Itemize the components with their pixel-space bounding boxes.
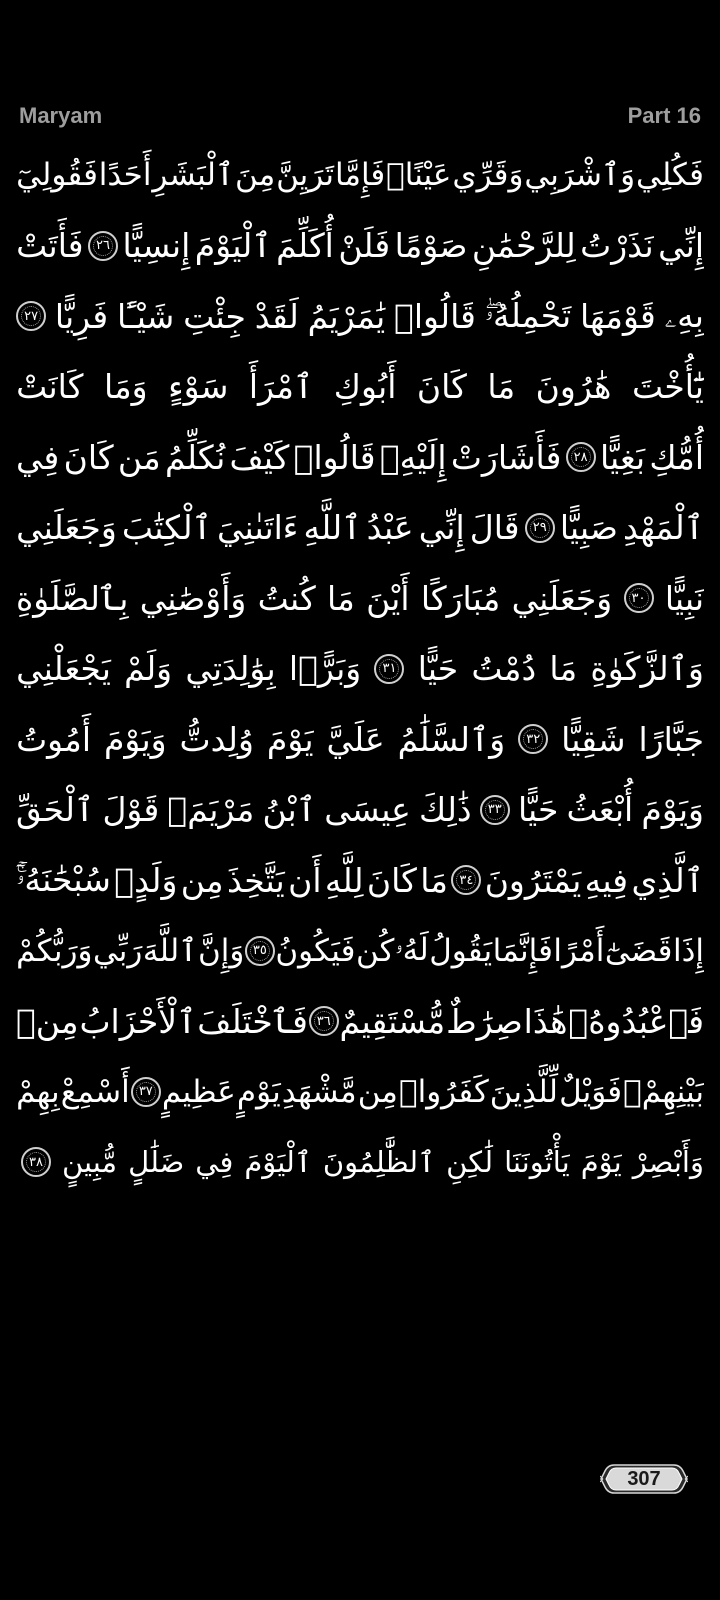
- text-line: [16, 986, 704, 1057]
- quran-word: لِلَّهِ: [324, 860, 364, 900]
- quran-word: مَن: [117, 437, 161, 477]
- quran-word: إِلَيْهِۖ: [379, 437, 447, 477]
- quran-word: لَهُۥ: [394, 932, 429, 969]
- quran-word: ٱلَّذِي: [631, 860, 704, 900]
- quran-word: وُلِدتُّ: [179, 719, 254, 759]
- juz-part-label: Part 16: [627, 103, 701, 128]
- quran-word: وَيَوْمَ: [641, 790, 704, 830]
- quran-word: وَجَعَلَنِي: [511, 578, 613, 618]
- quran-word: وَرَبُّكُمْ: [16, 932, 93, 969]
- quran-word: وَٱلزَّكَوٰةِ: [590, 649, 704, 689]
- quran-word: كُنتُ: [257, 578, 316, 618]
- quran-word: جَبَّارًا: [638, 719, 704, 759]
- quran-word: فَأَتَتْ: [16, 226, 84, 266]
- quran-word: نُكَلِّمُ: [164, 437, 226, 477]
- quran-word: أَسْمِعْ: [60, 1073, 130, 1110]
- text-line: [16, 422, 704, 493]
- quran-word: مَرْيَمَۖ: [167, 790, 255, 830]
- page-number: 307: [627, 1467, 661, 1490]
- quran-word: سَوْءٍ: [168, 367, 229, 407]
- ayah-number-marker: ٣٠: [624, 583, 654, 613]
- quran-word: أَمْرًا: [553, 932, 605, 969]
- quran-word: مُّبِينٍ: [61, 1145, 118, 1180]
- quran-word: وَمَا: [103, 367, 148, 407]
- quran-word: مَا: [549, 649, 578, 689]
- quran-word: مَّشْهَدِ: [281, 1073, 357, 1110]
- quran-word: مِن: [180, 860, 224, 900]
- quran-word: يَوْمٍ: [236, 1073, 281, 1110]
- text-line: [16, 634, 704, 705]
- quran-word: يَٰمَرْيَمُ: [307, 296, 386, 336]
- quran-word: ٱللَّهِ: [303, 508, 362, 548]
- ayah-number-marker: ٢٦: [88, 231, 118, 261]
- quran-word: كَانَ: [63, 437, 114, 477]
- text-line: [16, 704, 704, 775]
- quran-word: قَالُوا۟: [293, 437, 376, 477]
- quran-word: كَانَ: [366, 860, 417, 900]
- quran-word: ٱلْيَوْمَ: [244, 1145, 312, 1180]
- quran-word: عَبْدُ: [366, 508, 414, 548]
- quran-word: عِيسَى: [324, 790, 411, 830]
- quran-word: فَرِيًّا: [54, 296, 109, 336]
- quran-word: كَيْفَ: [229, 437, 290, 477]
- ayah-number-marker: ٣٤: [451, 865, 481, 895]
- quran-word: هَٰذَا: [523, 1001, 568, 1041]
- quran-word: صِرَٰطٌ: [446, 1001, 523, 1041]
- quran-word: أَبُوكِ: [333, 367, 397, 407]
- quran-word: وَٱشْرَبِي: [524, 157, 636, 194]
- quran-word: وَأَوْصَٰنِي: [139, 578, 247, 618]
- quran-word: مِن: [357, 1073, 398, 1110]
- quran-word: مَا: [327, 578, 355, 618]
- quran-word: وَأَبْصِرْ: [632, 1145, 704, 1180]
- text-line: [16, 916, 704, 987]
- quran-word: وَلَمْ: [124, 649, 173, 689]
- quran-word: وَقَرِّي: [452, 157, 524, 194]
- quran-word: فَقُولِيٓ: [16, 157, 98, 194]
- quran-word: رَبِّي: [92, 932, 143, 969]
- quran-word: وَيَوْمَ: [103, 719, 167, 759]
- ayah-number-marker: ٢٨: [566, 442, 596, 472]
- quran-word: قَوْمَهَا: [580, 296, 656, 336]
- quran-word: فَكُلِي: [635, 157, 704, 194]
- quran-word: شَقِيًّا: [561, 719, 626, 759]
- quran-word: يَوْمَ: [266, 719, 314, 759]
- quran-word: تَحْمِلُهُۥۖ: [484, 296, 572, 336]
- quran-word: مَا: [420, 860, 448, 900]
- quran-word: ٱلْبَشَرِ: [152, 157, 235, 194]
- quran-word: مَا: [487, 367, 516, 407]
- quran-word: ٱبْنُ: [262, 790, 317, 830]
- quran-word: نَذَرْتُ: [580, 226, 654, 266]
- quran-word: تَرَيِنَّ: [276, 157, 335, 194]
- quran-word: عَيْنًاۖ: [386, 157, 452, 194]
- quran-word: فَوَيْلٌ: [559, 1073, 623, 1110]
- quran-word: قَالَ: [469, 508, 520, 548]
- quran-word: ٱلظَّٰلِمُونَ: [322, 1145, 436, 1180]
- ayah-number-marker: ٢٧: [16, 301, 46, 331]
- quran-word: بَيْنِهِمْۖ: [623, 1073, 704, 1110]
- quran-word: قَضَىٰٓ: [604, 932, 673, 969]
- text-line: [16, 1057, 704, 1128]
- quran-word: بِٱلصَّلَوٰةِ: [16, 578, 129, 618]
- quran-word: لَٰكِنِ: [446, 1145, 494, 1180]
- quran-word: أُمُّكِ: [649, 437, 704, 477]
- text-line: [16, 211, 704, 282]
- quran-word: هَٰرُونَ: [535, 367, 612, 407]
- quran-word: بَغِيًّا: [599, 437, 646, 477]
- quran-word: عَلَيَّ: [326, 719, 385, 759]
- quran-word: عَظِيمٍ: [161, 1073, 236, 1110]
- quran-word: جِئْتِ: [183, 296, 246, 336]
- ayah-number-marker: ٣٣: [480, 795, 510, 825]
- quran-text-block: [16, 140, 704, 1198]
- quran-word: أُكَلِّمَ: [276, 226, 334, 266]
- quran-word: لِّلَّذِينَ: [489, 1073, 559, 1110]
- quran-word: يَأْتُونَنَا: [504, 1145, 570, 1180]
- quran-word: وَبَرًّۢا: [288, 649, 362, 689]
- quran-word: يَوْمَ: [580, 1145, 622, 1180]
- quran-word: حَيًّا: [517, 790, 559, 830]
- surah-name: Maryam: [19, 103, 103, 128]
- quran-word: حَيًّا: [417, 649, 459, 689]
- quran-word: سُبْحَٰنَهُۥٓۚ: [16, 860, 111, 900]
- quran-word: ضَلَٰلٍ: [128, 1145, 185, 1180]
- quran-word: وَجَعَلَنِي: [16, 508, 117, 548]
- quran-word: دُمْتُ: [471, 649, 537, 689]
- ayah-number-marker: ٣٨: [21, 1147, 51, 1177]
- quran-word: إِنِّي: [418, 508, 465, 548]
- quran-word: فَأَشَارَتْ: [450, 437, 562, 477]
- quran-word: فِيهِ: [584, 860, 629, 900]
- ayah-number-marker: ٢٩: [525, 513, 555, 543]
- ayah-number-marker: ٣٢: [518, 724, 548, 754]
- text-line: [16, 1127, 704, 1198]
- quran-word: وَإِنَّ: [197, 932, 245, 969]
- page-header: [19, 100, 701, 132]
- quran-word: ذَٰلِكَ: [419, 790, 472, 830]
- quran-word: فَإِمَّا: [334, 157, 386, 194]
- ayah-number-marker: ٣١: [374, 654, 404, 684]
- quran-word: أَيْنَ: [366, 578, 410, 618]
- text-line: [16, 845, 704, 916]
- quran-word: فَإِنَّمَا: [492, 932, 553, 969]
- quran-word: أَحَدًا: [98, 157, 152, 194]
- quran-word: إِنسِيًّا: [122, 226, 191, 266]
- quran-word: ٱلْكِتَٰبَ: [121, 508, 212, 548]
- text-line: [16, 352, 704, 423]
- quran-word: قَالُوا۟: [394, 296, 476, 336]
- ayah-number-marker: ٣٧: [131, 1077, 161, 1107]
- text-line: [16, 493, 704, 564]
- quran-word: وَٱلسَّلَٰمُ: [397, 719, 506, 759]
- page-number-badge: [600, 1462, 688, 1496]
- quran-word: كَانَتْ: [16, 367, 84, 407]
- page-footer: [0, 1462, 720, 1502]
- quran-word: بِهِۦ: [664, 296, 704, 336]
- quran-word: مُبَارَكًا: [420, 578, 501, 618]
- quran-word: بِهِمْ: [16, 1073, 60, 1110]
- ayah-number-marker: ٣٦: [309, 1006, 339, 1036]
- quran-word: يَجْعَلْنِي: [16, 649, 111, 689]
- quran-word: فِي: [16, 437, 60, 477]
- quran-word: فِي: [195, 1145, 234, 1180]
- text-line: [16, 140, 704, 211]
- quran-word: مُّسْتَقِيمٌ: [339, 1001, 446, 1041]
- quran-word: يَٰٓأُخْتَ: [631, 367, 704, 407]
- quran-word: أَمُوتُ: [16, 719, 92, 759]
- quran-word: فَلَنْ: [338, 226, 391, 266]
- quran-word: إِذَا: [672, 932, 704, 969]
- quran-word: يَمْتَرُونَ: [484, 860, 582, 900]
- quran-word: يَتَّخِذَ: [226, 860, 285, 900]
- ayah-number-marker: ٣٥: [245, 936, 275, 966]
- quran-word: بِوَٰلِدَتِي: [185, 649, 276, 689]
- quran-word: فَٱخْتَلَفَ: [197, 1001, 308, 1041]
- quran-word: إِنِّي: [658, 226, 704, 266]
- quran-word: فَٱعْبُدُوهُۚ: [568, 1001, 704, 1041]
- quran-word: نَبِيًّا: [664, 578, 704, 618]
- quran-word: ٱلْيَوْمَ: [194, 226, 272, 266]
- quran-word: كَانَ: [416, 367, 467, 407]
- quran-word: يَقُولُ: [429, 932, 493, 969]
- quran-word: ٱللَّهَ: [142, 932, 198, 969]
- quran-word: كَفَرُوا۟: [398, 1073, 489, 1110]
- quran-word: فَيَكُونُ: [275, 932, 356, 969]
- quran-word: صَبِيًّا: [559, 508, 618, 548]
- quran-word: ٱمْرَأَ: [248, 367, 314, 407]
- quran-word: أَن: [288, 860, 322, 900]
- quran-word: مِنۢ: [16, 1001, 79, 1041]
- text-line: [16, 281, 704, 352]
- text-line: [16, 563, 704, 634]
- quran-word: أُبْعَثُ: [566, 790, 634, 830]
- quran-word: لِلرَّحْمَٰنِ: [471, 226, 576, 266]
- quran-word: ءَاتَىٰنِيَ: [217, 508, 299, 548]
- quran-word: شَيْـًٔا: [116, 296, 175, 336]
- quran-word: صَوْمًا: [394, 226, 468, 266]
- quran-word: ٱلْمَهْدِ: [622, 508, 704, 548]
- quran-word: قَوْلَ: [102, 790, 160, 830]
- text-line: [16, 775, 704, 846]
- quran-word: كُن: [355, 932, 395, 969]
- quran-word: ٱلْأَحْزَابُ: [79, 1001, 197, 1041]
- quran-word: لَقَدْ: [254, 296, 299, 336]
- quran-word: وَلَدٍۖ: [114, 860, 178, 900]
- quran-word: ٱلْحَقِّ: [16, 790, 95, 830]
- quran-word: مِنَ: [234, 157, 276, 194]
